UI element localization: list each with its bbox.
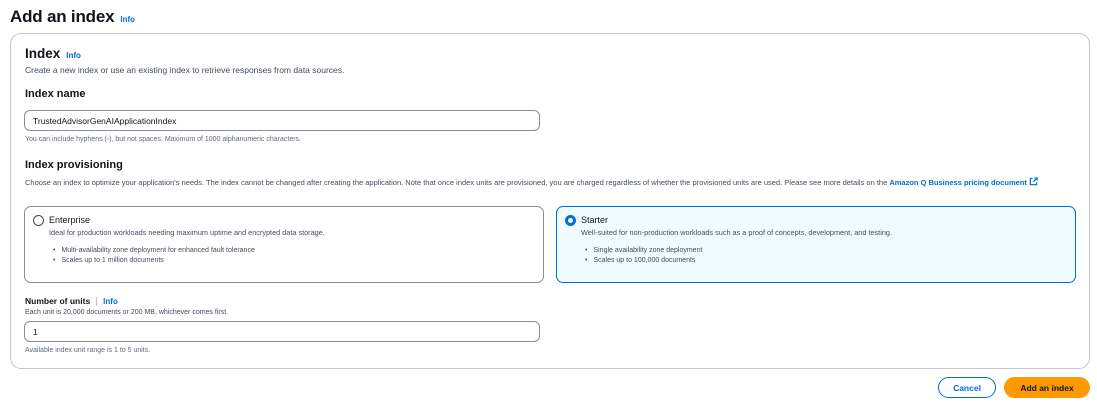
- page-info-link[interactable]: Info: [120, 15, 136, 24]
- index-provisioning-description: [25, 177, 1081, 189]
- units-description: Each unit is 20,000 documents or 200 MB, whichever comes first.: [25, 309, 229, 316]
- index-provisioning-label: Index provisioning: [25, 159, 123, 171]
- cancel-button[interactable]: Cancel: [938, 377, 996, 398]
- units-label: Number of units: [25, 296, 91, 306]
- external-link-icon: [1029, 177, 1038, 186]
- enterprise-description: Ideal for production workloads needing maximum uptime and encrypted data storage.: [49, 228, 325, 237]
- enterprise-radio[interactable]: [33, 215, 44, 226]
- units-input[interactable]: [24, 321, 540, 342]
- starter-features: [595, 246, 702, 266]
- starter-radio[interactable]: [565, 215, 576, 226]
- add-index-button[interactable]: Add an index: [1004, 377, 1090, 398]
- starter-option-tile[interactable]: [556, 206, 1076, 283]
- enterprise-feature-item: • Multi-availability zone deployment for enhanced fault tolerance: [63, 246, 255, 256]
- enterprise-option-tile[interactable]: [24, 206, 544, 283]
- enterprise-feature-item: • Scales up to 1 million documents: [63, 256, 255, 266]
- index-section-title: Index: [25, 46, 61, 61]
- units-label-row: [25, 296, 118, 306]
- units-divider: [96, 297, 97, 306]
- index-name-label: Index name: [25, 88, 86, 100]
- units-info-link[interactable]: Info: [103, 296, 118, 306]
- index-section-description: Create a new index or use an existing index to retrieve responses from data sources.: [25, 65, 345, 75]
- pricing-document-link[interactable]: [889, 178, 1038, 187]
- page-title: Add an index: [10, 7, 115, 26]
- units-hint: Available index unit range is 1 to 5 units.: [25, 347, 151, 354]
- starter-feature-item: • Single availability zone deployment: [595, 246, 702, 256]
- provisioning-description-text: Choose an index to optimize your application's needs. The index cannot be changed after creating the application. Note that once index units are provisioned, you are charged regardless of whether the provisioned units are used. Please see more details on the: [25, 178, 888, 187]
- page-header: [10, 7, 135, 27]
- starter-title: Starter: [581, 215, 609, 225]
- starter-description: Well-suited for non-production workloads such as a proof of concepts, development, and testing.: [581, 228, 892, 237]
- index-name-hint: You can include hyphens (-), but not spaces. Maximum of 1000 alphanumeric characters.: [25, 136, 302, 143]
- index-info-link[interactable]: Info: [66, 51, 81, 60]
- index-name-input[interactable]: [24, 110, 540, 131]
- index-section-header: [25, 46, 81, 61]
- enterprise-title: Enterprise: [49, 215, 91, 225]
- starter-feature-item: • Scales up to 100,000 documents: [595, 256, 702, 266]
- pricing-link-text: Amazon Q Business pricing document: [889, 178, 1027, 187]
- index-container: [10, 33, 1090, 369]
- enterprise-features: [63, 246, 255, 266]
